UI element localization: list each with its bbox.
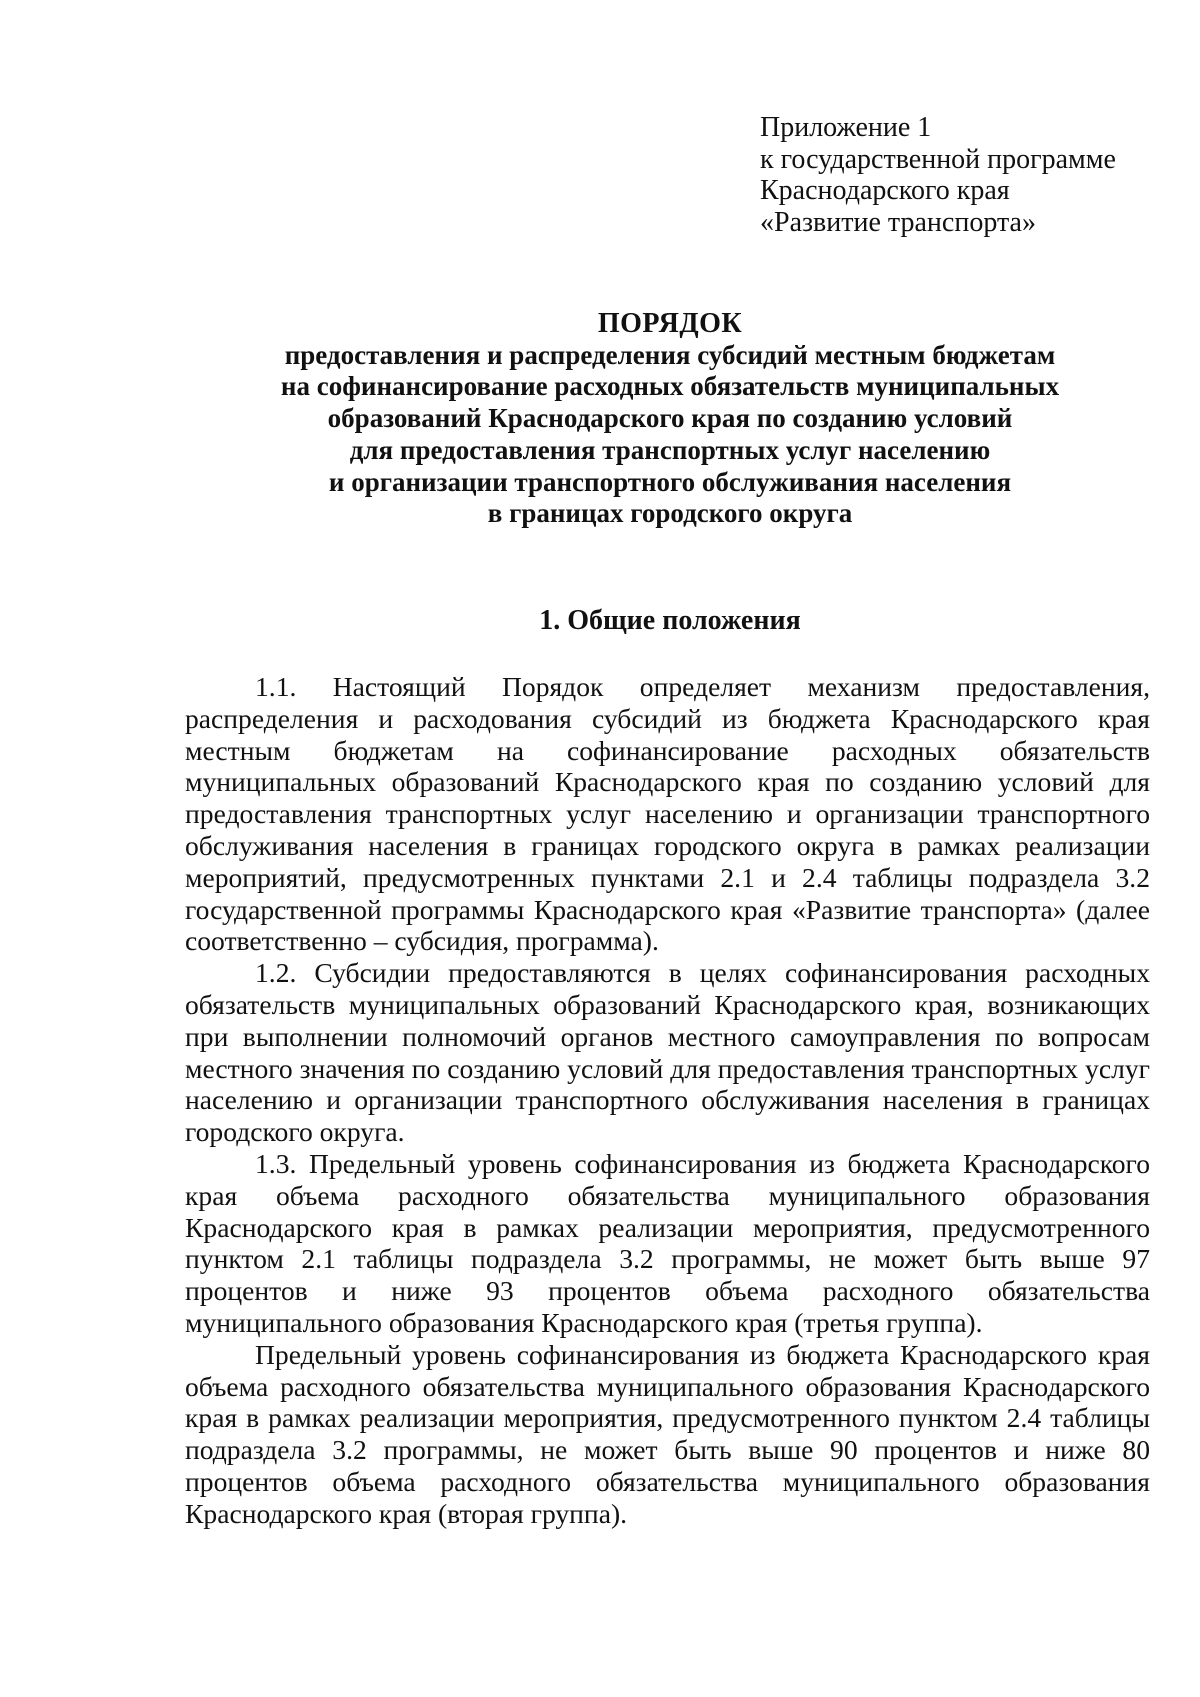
document-title (0, 308, 1200, 530)
title-main: ПОРЯДОК (597, 308, 743, 339)
title-line: образований Краснодарского края по созданию условий (327, 403, 1013, 434)
title-line: в границах городского округа (487, 498, 853, 529)
section-heading: 1. Общие положения (539, 605, 801, 636)
appendix-line: «Развитие транспорта» (760, 206, 1036, 238)
title-line: и организации транспортного обслуживания населения (328, 466, 1012, 497)
paragraph-1-3-continued: Предельный уровень софинансирования из бюджета Краснодарского края объема расходного обязательства муниципального образования Краснодарского края в рамках реализации мероприятия, предусмотренного пунктом 2.4 таблицы подраздела 3.2 программы, не может быть выше 90 процентов и ниже 80 процентов объема расходного обязательства муниципального образования Краснодарского края (вторая группа). (185, 1338, 1150, 1529)
paragraph-1-1: 1.1. Настоящий Порядок определяет механизм предоставления, распределения и расходования субсидий из бюджета Краснодарского края местным бюджетам на софинансирование расходных обязательств муниципальных образований Краснодарского края по созданию условий для предоставления транспортных услуг населению и организации транспортного обслуживания населения в границах городского округа в рамках реализации мероприятий, предусмотренных пунктами 2.1 и 2.4 таблицы подраздела 3.2 государственной программы Краснодарского края «Развитие транспорта» (далее соответственно – субсидия, программа). (185, 671, 1150, 957)
title-line: предоставления и распределения субсидий местным бюджетам (284, 339, 1056, 370)
title-line: на софинансирование расходных обязательств муниципальных (280, 371, 1060, 402)
appendix-line: к государственной программе (760, 143, 1116, 175)
appendix-note (760, 112, 1180, 238)
paragraph-1-2: 1.2. Субсидии предоставляются в целях софинансирования расходных обязательств муниципальных образований Краснодарского края, возникающих при выполнении полномочий органов местного самоуправления по вопросам местного значения по созданию условий для предоставления транспортных услуг населению и организации транспортного обслуживания населения в границах городского округа. (185, 957, 1150, 1148)
appendix-line: Краснодарского края (760, 175, 1010, 206)
appendix-line: Приложение 1 (760, 112, 932, 143)
title-line: для предоставления транспортных услуг населению (349, 434, 991, 465)
section-body (185, 671, 1150, 1530)
paragraph-1-3: 1.3. Предельный уровень софинансирования из бюджета Краснодарского края объема расходного обязательства муниципального образования Краснодарского края в рамках реализации мероприятия, предусмотренного пунктом 2.1 таблицы подраздела 3.2 программы, не может быть выше 97 процентов и ниже 93 процентов объема расходного обязательства муниципального образования Краснодарского края (третья группа). (185, 1147, 1150, 1338)
